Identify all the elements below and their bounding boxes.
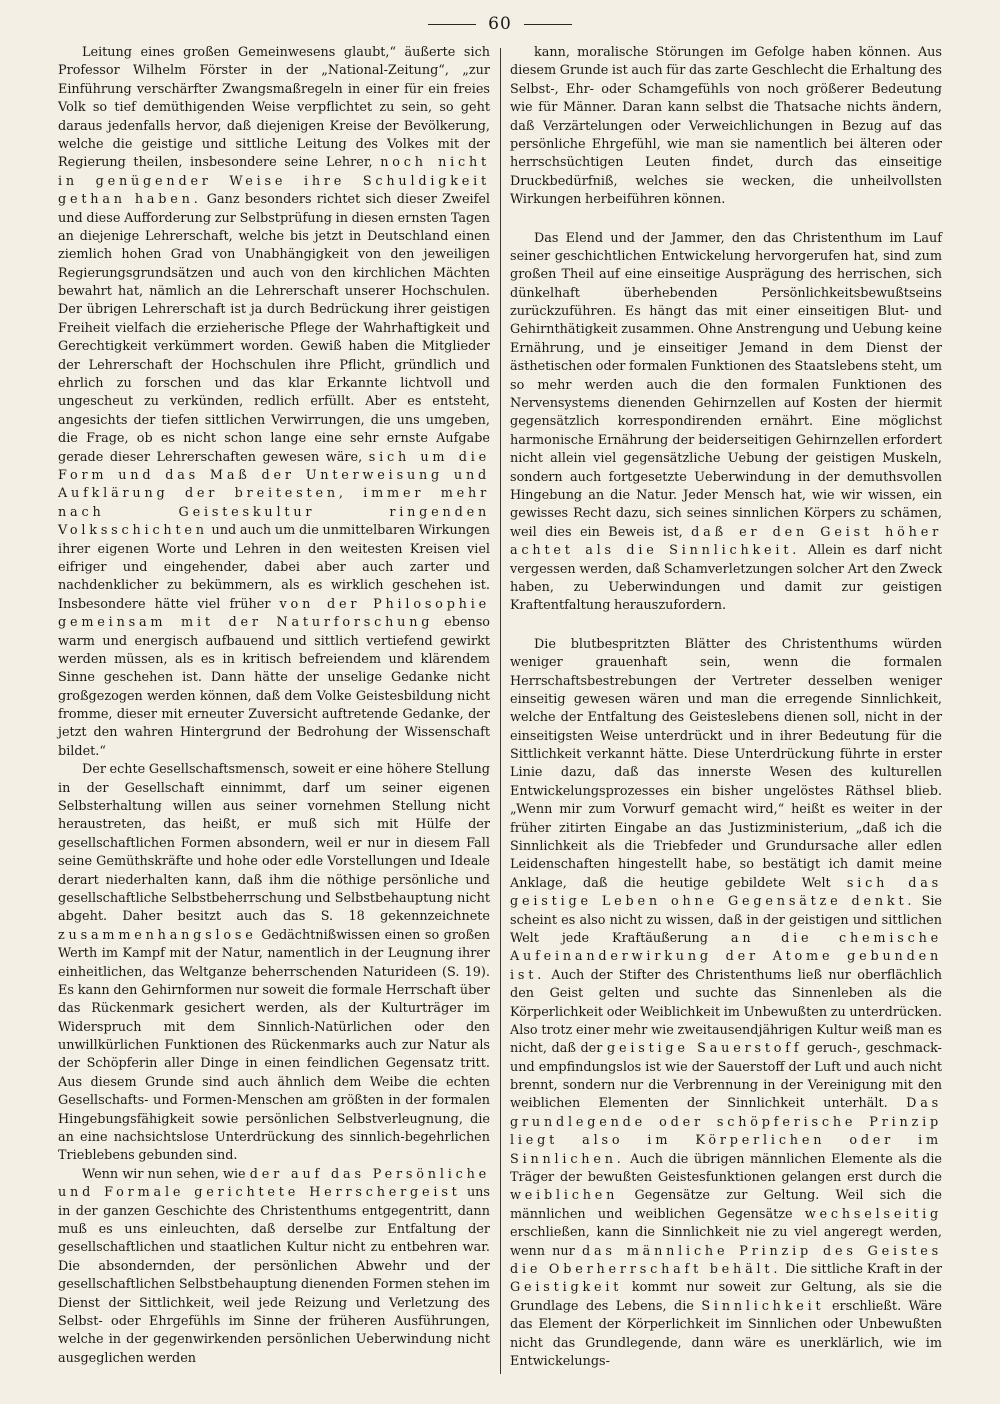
emphasized-text: das männliche Prinzip des Geistes die Oberherrschaft behält. [510, 1243, 942, 1277]
text-run: Allein es darf nicht vergessen werden, daß Schamverletzungen solcher Art den Zweck haben, zu Ueberwindungen und damit zur geistigen Kraftentfaltung herauszufordern. [510, 543, 943, 614]
emphasized-text: sich das geistige Leben ohne Gegensätze denkt. [510, 875, 942, 910]
paragraph [510, 44, 942, 210]
text-run: Auch die übrigen männlichen Elemente als die Träger der bewußten Geistesfunktionen gelangen erst durch die [510, 1151, 942, 1186]
emphasized-text: sich um die Form und das Maß der Unterweisung und Aufklärung der breitesten, immer mehr nach Geisteskultur ringenden Volksschichten [58, 449, 490, 539]
paragraph [58, 761, 490, 1166]
emphasized-text: der auf das Persönliche und Formale gerichtete Herrschergeist [58, 1166, 490, 1201]
text-run: Gedächtnißwissen einen so großen Werth im Kampf mit der Natur, namentlich in der Leugnung ihrer einheitlichen, das Weltganze beherrschenden Naturideen (S. 19). Es kann den Gehirnformen nur soweit die formale Herrschaft über das Rückenmark gesichert werden, als der Kulturträger im Widerspruch mit dem Sinnlich-Natürlichen oder den unwillkürlichen Funktionen des Rückenmarks auch zur Natur als der Schöpferin aller Dinge in einen feindlichen Gegensatz tritt. Aus diesem Grunde sind auch ähnlich dem Weibe die echten Gesellschafts- und Formen-Menschen am größten in der formalen Hingebungsfähigkeit sowie persönlichen Selbstverleugnung, die an eine nachsichtslose Unterdrückung des sinnlich-begehrlichen Trieblebens gebunden sind. [58, 927, 490, 1164]
page-number: 60 [488, 14, 512, 34]
emphasized-text: noch nicht in genügender Weise ihre Schuldigkeit gethan haben. [58, 155, 490, 208]
text-run: geruch-, geschmack- und empfindungslos ist wie der Sauerstoff der Luft und auch nicht brennt, sondern nur die Verbrennung in der Vereinigung mit den weiblichen Elementen der Sinnlichkeit unterhält. [510, 1041, 942, 1112]
emphasized-text: Geistigkeit [510, 1280, 623, 1296]
column-divider [500, 48, 501, 1374]
text-run: erschließt. Wäre das Element der Körperlichkeit im Sinnlichen oder Unbewußten nicht das Grundlegende, dann wäre es unerklärlich, wie im Entwickelungs- [510, 1298, 942, 1369]
left-column [58, 44, 490, 1368]
text-run: erschließen, kann die Sinnlichkeit nie zu viel angeregt werden, wenn nur [510, 1225, 942, 1259]
emphasized-text: zusammenhangslose [58, 927, 257, 943]
text-run: ebenso warm und energisch aufbauend und sittlich vertiefend gewirkt werden müssen, als es in kritisch befreiendem und klärendem Sinne geschehen ist. Dann hätte der unselige Gedanke nicht großgezogen werden können, daß dem Volke Geistesbildung nicht fromme, dieser mit erneuter Zuversicht auftretende Gedanke, der jetzt den wahren Hintergrund der Bedrohung der Wissenschaft bildet.“ [58, 615, 491, 759]
text-run: Ganz besonders richtet sich dieser Zweifel und diese Aufforderung zur Selbstprüfung in diesen ernsten Tagen an diejenige Lehrerschaft, welche bis jetzt in Deutschland einen ziemlich hohen Grad von Unabhängigkeit von den jeweiligen Regierungsgrundsätzen und auch von den kirchlichen Mächten bewahrt hat, nämlich an die Lehrerschaft unserer Hochschulen. Der übrigen Lehrerschaft ist ja durch Bedrückung ihrer geistigen Freiheit vielfach die erzieherische Pflege der Wahrhaftigkeit und Gerechtigkeit verkümmert worden. Gewiß haben die Mitglieder der Lehrerschaft der Hochschulen ihre Pflicht, gründlich und ehrlich zu forschen und das klar Erkannte lichtvoll und ungescheut zu verkünden, redlich erfüllt. Aber es entsteht, angesichts der tiefen sittlichen Verwirrungen, die uns umgeben, die Frage, ob es nicht schon lange eine sehr ernste Aufgabe gerade dieser Lehrerschaften gewesen wäre, [58, 192, 491, 465]
page-header [0, 14, 1000, 34]
text-run: Die blutbespritzten Blätter des Christenthums würden weniger grauenhaft sein, wenn die formalen Herrschaftsbestrebungen der Vertreter desselben weniger einseitig gewesen wären und man die erregende Sinnlichkeit, welche der Entfaltung des Geisteslebens dienen soll, nicht in der einseitigsten Weise unterdrückt und in ihrer Bedeutung für die Sittlichkeit verkannt hätte. Diese Unterdrückung führte in erster Linie dazu, daß das innerste Wesen des kulturellen Entwickelungsprozesses ein bisher ungelöstes Räthsel blieb. „Wenn mir zum Vorwurf gemacht wird,“ heißt es weiter in der früher zitirten Eingabe an das Justizministerium, „daß ich die Sinnlichkeit als die Triebfeder und Grundursache aller edlen Leidenschaften hingestellt habe, so bestätigt ich damit meine Anklage, daß die heutige gebildete Welt [510, 636, 942, 891]
emphasized-text: an die chemische Aufeinanderwirkung der Atome gebunden ist. [510, 930, 942, 983]
header-rule-right [524, 24, 572, 25]
text-run: und auch um die unmittelbaren Wirkungen ihrer eigenen Worte und Lehren in den weitesten Kreisen viel eifriger und eingehender, dabei aber auch zarter und nachdenklicher zu bekümmern, als es wirklich geschehen ist. Insbesondere hätte viel früher [58, 523, 490, 612]
text-run: Das Elend und der Jammer, den das Christenthum im Lauf seiner geschichtlichen Entwickelung hervorgerufen hat, sind zum großen Theil auf eine einseitige Ausprägung des herrischen, sich dünkelhaft überhebenden Persönlichkeitsbewußtseins zurückzuführen. Es hängt das mit einer einseitigen Blut- und Gehirnthätigkeit zusammen. Ohne Anstrengung und Uebung keine Ernährung, und je einseitiger Jemand in dem Dienst der ästhetischen oder formalen Funktionen des Staatslebens steht, um so mehr werden auch die den formalen Funktionen des Nervensystems dienenden Gehirnzellen auf Kosten der hiermit gegensätzlich korrespondirenden ernährt. Eine möglichst harmonische Ernährung der beiderseitigen Gehirnzellen erfordert nicht allein viel gegensätzliche Uebung der geistigen Muskeln, sondern auch fortgesetzte Ueberwindung in der demuthsvollen Hingebung an die Natur. Jeder Mensch hat, wie wir wissen, ein gewisses Recht dazu, sich seines sinnlichen Körpers zu schämen, weil dies ein Beweis ist, [510, 230, 942, 540]
right-column [510, 44, 942, 1371]
emphasized-text: wechselseitig [804, 1206, 942, 1222]
emphasized-text: daß er den Geist höher achtet als die Sinnlichkeit. [510, 524, 942, 559]
text-run: kann, moralische Störungen im Gefolge haben können. Aus diesem Grunde ist auch für das zarte Geschlecht die Erhaltung des Selbst-, Ehr- oder Schamgefühls von noch größerer Bedeutung wie für Männer. Daran kann selbst die Thatsache nichts ändern, daß Verzärtelungen oder Verweichlichungen in Bezug auf das persönliche Ehrgefühl, wie man sie namentlich bei älteren oder herrschsüchtigen Leuten findet, durch das einseitige Druckbedürfniß, welches sie wecken, die unheilvollsten Wirkungen herbeiführen können. [510, 45, 942, 208]
text-run: Der echte Gesellschaftsmensch, soweit er eine höhere Stellung in der Gesellschaft einnimmt, darf um seiner eigenen Selbsterhaltung willen aus seiner vornehmen Stellung nicht heraustreten, das heißt, er muß sich mit Hülfe der gesellschaftlichen Formen absondern, weil er nur in diesem Fall seine Gemüthskräfte und hohe oder edle Vorstellungen und Ideale derart niederhalten kann, daß ihm die nöthige persönliche und gesellschaftliche Selbstbeherrschung und Selbstbehauptung nicht abgeht. Daher besitzt auch das S. 18 gekennzeichnete [58, 762, 490, 925]
paragraph [58, 1166, 490, 1368]
header-rule-left [428, 24, 476, 25]
paragraph [58, 44, 490, 761]
emphasized-text: Das grundlegende oder schöpferische Prinzip liegt also im Körperlichen oder im Sinnlichen. [510, 1096, 942, 1167]
text-run: Auch der Stifter des Christenthums ließ nur oberflächlich den Geist gelten und suchte das Sinnenleben als die Körperlichkeit oder Weiblichkeit im Unbewußten zu unterdrücken. Also trotz einer mehr wie zweitausendjährigen Kultur weiß man es nicht, daß der [510, 967, 942, 1057]
emphasized-text: geistige Sauerstoff [606, 1041, 803, 1057]
emphasized-text: weiblichen [510, 1188, 619, 1204]
text-run: Leitung eines großen Gemeinwesens glaubt,“ äußerte sich Professor Wilhelm Förster in der „National-Zeitung“, „zur Einführung verschärfter Zwangsmaßregeln in einer für ein freies Volk so tief demüthigenden Weise verpflichtet zu sein, so geht daraus jedenfalls hervor, daß diejenigen Kreise der Bevölkerung, welche die geistige und sittliche Leitung des Volkes mit der Regierung theilen, insbesondere seine Lehrer, [58, 45, 490, 171]
text-run: Die sittliche Kraft in der [781, 1262, 942, 1277]
emphasized-text: Sinnlichkeit [701, 1298, 825, 1314]
emphasized-text: von der Philosophie gemeinsam mit der Naturforschung [58, 596, 490, 631]
paragraph [510, 230, 942, 616]
text-run: uns in der ganzen Geschichte des Christenthums entgegentritt, dann muß es uns einleuchten, daß derselbe zur Entfaltung der gesellschaftlichen und staatlichen Kultur nicht zu entbehren war. Die absondernden, der persönlichen Abwehr und der gesellschaftlichen Selbstbehauptung dienenden Formen stehen im Dienst der Sittlichkeit, weil jede Reizung und Verletzung des Selbst- oder Ehrgefühls im Sinne der früheren Ausführungen, welche in der gegenwirkenden persönlichen Ueberwindung nicht ausgeglichen werden [58, 1185, 490, 1366]
text-run: Gegensätze zur Geltung. Weil sich die männlichen und weiblichen Gegensätze [510, 1188, 942, 1222]
text-run: Sie scheint es also nicht zu wissen, daß in der geistigen und sittlichen Welt jede Kraftäußerung [510, 894, 942, 946]
paragraph [510, 636, 942, 1372]
text-run: kommt nur soweit zur Geltung, als sie die Grundlage des Lebens, die [510, 1280, 942, 1314]
text-run: Wenn wir nun sehen, wie [82, 1166, 250, 1182]
